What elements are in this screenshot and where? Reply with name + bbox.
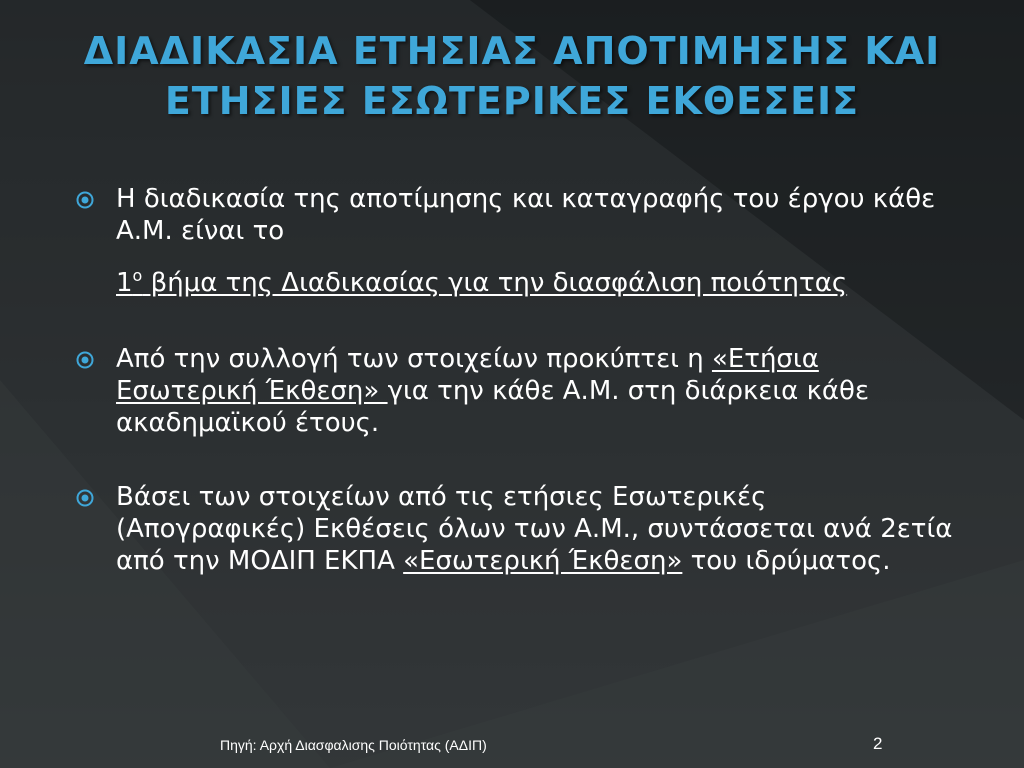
sub-1-link-text: βήμα της Διαδικασίας για την διασφάλιση ποιότητας [142, 268, 848, 298]
internal-report-link[interactable]: «Εσωτερική Έκθεση» [403, 546, 683, 576]
sub-1-link[interactable] [116, 268, 847, 298]
slide-title-line1: ΔΙΑΔΙΚΑΣΙΑ ΕΤΗΣΙΑΣ ΑΠΟΤΙΜΗΣΗΣ ΚΑΙ [83, 29, 941, 73]
target-circle-icon [76, 351, 94, 369]
slide-title [60, 26, 964, 126]
bullet-item-3 [74, 481, 954, 577]
bullet-3-text-after: του ιδρύματος. [682, 546, 891, 576]
annual-internal-report-link[interactable]: «Ετήσια Εσωτερική Έκθεση» [116, 344, 819, 406]
sub-1-prefix: 1 [116, 268, 133, 298]
bullet-list [74, 183, 954, 577]
bullet-2-text-after: για την κάθε Α.Μ. στη διάρκεια κάθε ακαδημαϊκού έτους. [116, 376, 870, 438]
footer-source: Πηγή: Αρχή Διασφαλισης Ποιότητας (ΑΔΙΠ) [220, 737, 487, 753]
bullet-3-text-before: Βάσει των στοιχείων από τις ετήσιες Εσωτερικές (Απογραφικές) Εκθέσεις όλων των Α.Μ., συντάσσεται ανά 2ετία από την ΜΟΔΙΠ ΕΚΠΑ [116, 482, 953, 576]
target-circle-icon [76, 191, 94, 209]
target-circle-icon [76, 489, 94, 507]
page-number: 2 [873, 734, 883, 753]
bullet-2-text-before: Από την συλλογή των στοιχείων προκύπτει η [116, 344, 712, 374]
slide-title-line2: ΕΤΗΣΙΕΣ ΕΣΩΤΕΡΙΚΕΣ ΕΚΘΕΣΕΙΣ [164, 79, 860, 123]
bullet-item-2 [74, 343, 954, 439]
bullet-item-1 [74, 183, 954, 247]
bullet-1-text: Η διαδικασία της αποτίμησης και καταγραφής του έργου κάθε Α.Μ. είναι το [116, 184, 936, 246]
sub-1-superscript: ο [132, 266, 143, 285]
sub-item-1 [74, 267, 954, 299]
